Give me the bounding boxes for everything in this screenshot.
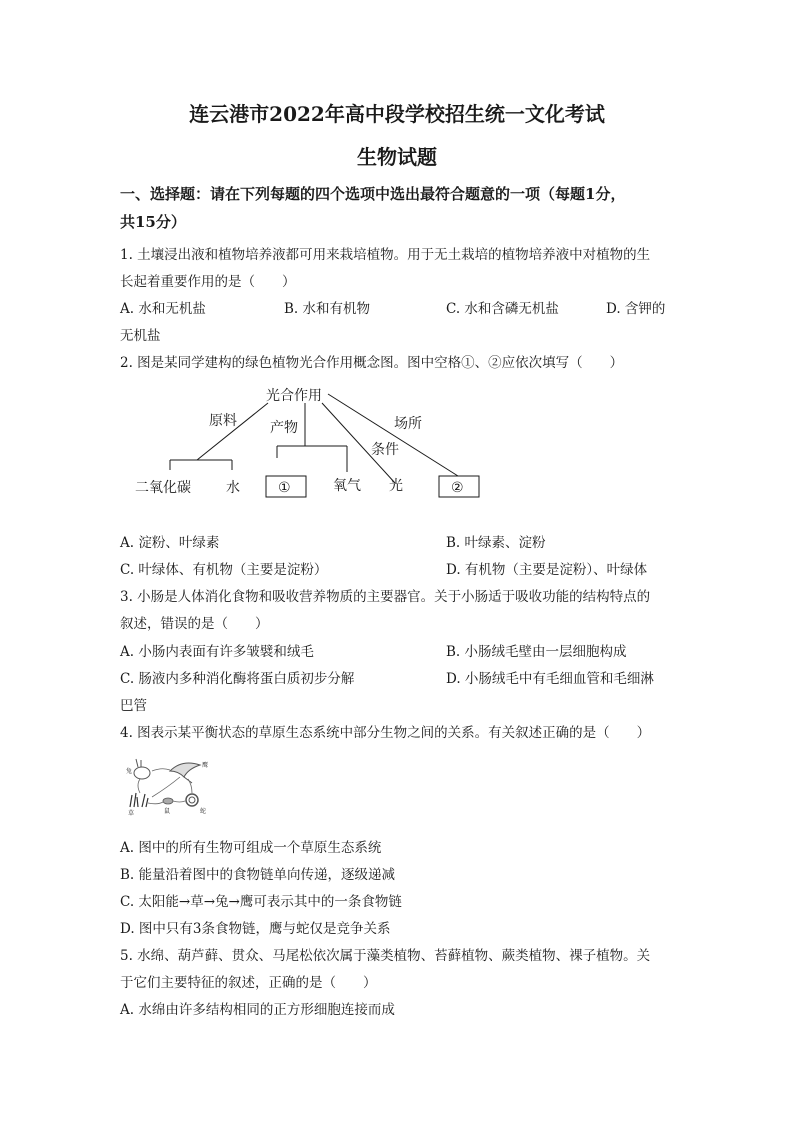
node-blank-2: ② (451, 480, 464, 496)
q3-option-d: D. 小肠绒毛中有毛细血管和毛细淋 (446, 671, 654, 687)
mouse-figure (163, 798, 173, 804)
section-heading-line1: 一、选择题：请在下列每题的四个选项中选出最符合题意的一项（每题1分， (120, 185, 626, 203)
q2-stem: 2. 图是某同学建构的绿色植物光合作用概念图。图中空格①、②应依次填写（ ） (120, 355, 624, 371)
label-eagle: 鹰 (202, 762, 209, 769)
q1-option-d: D. 含钾的 (606, 301, 666, 317)
q3-option-b: B. 小肠绒毛壁由一层细胞构成 (446, 644, 627, 660)
label-snake: 蛇 (200, 808, 207, 815)
q2-option-b: B. 叶绿素、淀粉 (446, 535, 546, 551)
grass-figure (130, 793, 148, 807)
raw-branch-line (197, 403, 268, 460)
q5-option-a: A. 水绵由许多结构相同的正方形细胞连接而成 (120, 1002, 395, 1018)
q3-stem-line2: 叙述，错误的是（ ） (120, 616, 269, 632)
label-mouse: 鼠 (164, 808, 171, 815)
label-raw-material: 原料 (209, 413, 237, 429)
q4-option-b: B. 能量沿着图中的食物链单向传递，逐级递减 (120, 867, 396, 883)
node-photosynthesis: 光合作用 (266, 388, 322, 404)
rabbit-figure (134, 759, 150, 779)
node-light: 光 (389, 478, 403, 494)
node-carbon-dioxide: 二氧化碳 (135, 480, 191, 496)
node-water: 水 (226, 480, 240, 496)
node-blank-1: ① (278, 480, 291, 496)
q5-stem-line1: 5. 水绵、葫芦藓、贯众、马尾松依次属于藻类植物、苔藓植物、蕨类植物、裸子植物。关 (120, 948, 651, 964)
q3-option-a: A. 小肠内表面有许多皱襞和绒毛 (120, 644, 314, 660)
q1-stem-line2: 长起着重要作用的是（ ） (120, 274, 296, 290)
photosynthesis-concept-map (0, 380, 794, 510)
node-oxygen: 氧气 (333, 478, 361, 494)
q5-stem-line2: 于它们主要特征的叙述，正确的是（ ） (120, 975, 377, 991)
label-condition: 条件 (371, 442, 399, 458)
q1-stem-line1: 1. 土壤浸出液和植物培养液都可用来栽培植物。用于无土栽培的植物培养液中对植物的生 (120, 247, 651, 263)
food-web-illustration (122, 757, 214, 817)
exam-title: 连云港市2022年高中段学校招生统一文化考试 (189, 102, 605, 126)
section-heading-line2: 共15分） (120, 213, 186, 231)
q4-option-d: D. 图中只有3条食物链，鹰与蛇仅是竞争关系 (120, 921, 391, 937)
label-place: 场所 (394, 416, 422, 432)
label-grass: 草 (128, 810, 135, 817)
q3-option-c: C. 肠液内多种消化酶将蛋白质初步分解 (120, 671, 355, 687)
q4-option-c: C. 太阳能→草→兔→鹰可表示其中的一条食物链 (120, 894, 402, 910)
label-rabbit: 兔 (126, 768, 133, 775)
q1-option-a: A. 水和无机盐 (120, 301, 206, 317)
q1-option-c: C. 水和含磷无机盐 (446, 301, 559, 317)
q2-option-c: C. 叶绿体、有机物（主要是淀粉） (120, 562, 328, 578)
q1-option-d-cont: 无机盐 (120, 328, 161, 344)
eagle-figure (170, 763, 200, 783)
q3-option-d-cont: 巴管 (120, 698, 147, 714)
label-product: 产物 (270, 420, 298, 436)
q4-option-a: A. 图中的所有生物可组成一个草原生态系统 (120, 840, 382, 856)
q2-option-a: A. 淀粉、叶绿素 (120, 535, 220, 551)
q3-stem-line1: 3. 小肠是人体消化食物和吸收营养物质的主要器官。关于小肠适于吸收功能的结构特点的 (120, 589, 651, 605)
q2-option-d: D. 有机物（主要是淀粉）、叶绿体 (446, 562, 648, 578)
exam-subtitle: 生物试题 (357, 145, 437, 169)
snake-figure (186, 794, 198, 806)
q4-stem: 4. 图表示某平衡状态的草原生态系统中部分生物之间的关系。有关叙述正确的是（ ） (120, 725, 651, 741)
q1-option-b: B. 水和有机物 (284, 301, 371, 317)
